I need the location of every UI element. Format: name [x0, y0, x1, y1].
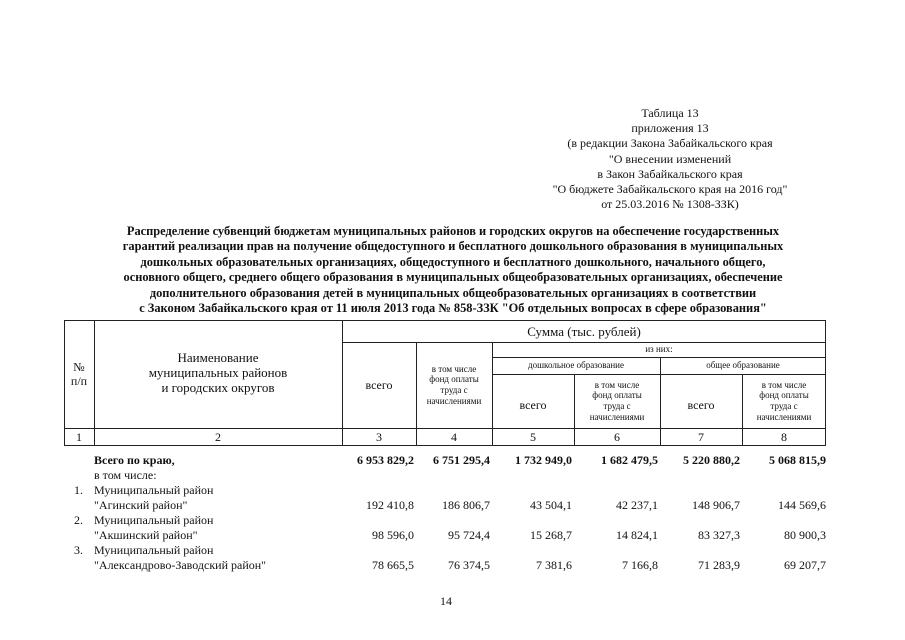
row-name: "Александрово-Заводский район"	[94, 558, 267, 572]
row-index: 2.	[74, 513, 83, 527]
header-general-wage: в том числе фонд оплаты труда с начислениями	[756, 379, 812, 422]
value-cell: 148 906,7	[692, 498, 740, 512]
row-name: Муниципальный район	[94, 543, 214, 557]
table-row-including	[64, 468, 826, 484]
annex-line: "О бюджете Забайкальского края на 2016 год"	[552, 182, 788, 197]
column-number: 6	[614, 429, 620, 444]
value-cell: 5 068 815,9	[769, 453, 826, 467]
table-row	[64, 483, 826, 513]
value-cell: 80 900,3	[784, 528, 826, 542]
table-row	[64, 543, 826, 573]
annex-line: "О внесении изменений	[608, 151, 732, 166]
annex-line: от 25.03.2016 № 1308-ЗЗК)	[601, 197, 739, 212]
header-general: общее образование	[706, 360, 780, 371]
table-row-total	[64, 453, 826, 469]
annex-line: приложения 13	[631, 121, 709, 136]
value-cell: 7 381,6	[536, 558, 572, 572]
table-header	[64, 320, 826, 446]
value-cell: 43 504,1	[530, 498, 572, 512]
value-cell: 98 596,0	[372, 528, 414, 542]
grid-line	[64, 445, 826, 446]
row-name: Всего по краю,	[94, 453, 175, 467]
header-total: всего	[365, 378, 393, 392]
value-cell: 42 237,1	[616, 498, 658, 512]
column-number: 8	[781, 429, 787, 444]
value-cell: 6 953 829,2	[357, 453, 414, 467]
title-line: основного общего, среднего общего образования в муниципальных общеобразовательных организациях, обеспечение	[123, 270, 783, 285]
value-cell: 78 665,5	[372, 558, 414, 572]
value-cell: 192 410,8	[366, 498, 414, 512]
column-number: 7	[698, 429, 704, 444]
row-index: 1.	[74, 483, 83, 497]
title-line: дошкольных образовательных организациях, общедоступного и бесплатного дошкольного, начального общего,	[140, 254, 766, 269]
annex-line: Таблица 13	[641, 106, 699, 120]
row-name: "Акшинский район"	[94, 528, 198, 542]
header-of-them: из них:	[645, 344, 673, 355]
value-cell: 5 220 880,2	[683, 453, 740, 467]
header-preschool-total: всего	[519, 398, 547, 412]
value-cell: 186 806,7	[442, 498, 490, 512]
column-number: 4	[451, 429, 457, 444]
table-row	[64, 513, 826, 543]
page-number: 14	[440, 594, 452, 608]
row-name: Муниципальный район	[94, 513, 214, 527]
value-cell: 15 268,7	[530, 528, 572, 542]
value-cell: 95 724,4	[448, 528, 490, 542]
title-line: Распределение субвенций бюджетам муниципальных районов и городских округов на обеспечение государственных	[126, 224, 780, 238]
value-cell: 14 824,1	[616, 528, 658, 542]
title-line: гарантий реализации прав на получение общедоступного и бесплатного дошкольного образования в муниципальных	[122, 239, 784, 254]
value-cell: 71 283,9	[698, 558, 740, 572]
value-cell: 1 732 949,0	[515, 453, 572, 467]
value-cell: 1 682 479,5	[601, 453, 658, 467]
value-cell: 144 569,6	[778, 498, 826, 512]
value-cell: 69 207,7	[784, 558, 826, 572]
document-title	[58, 224, 848, 316]
title-line: дополнительного образования детей в муниципальных общеобразовательных организациях в соответствии	[149, 285, 757, 300]
header-wage: в том числе фонд оплаты труда с начислениями	[426, 363, 482, 406]
header-preschool-wage: в том числе фонд оплаты труда с начислениями	[589, 379, 645, 422]
row-name: "Агинский район"	[94, 498, 188, 512]
annex-line: (в редакции Закона Забайкальского края	[567, 136, 773, 151]
header-general-total: всего	[687, 398, 715, 412]
value-cell: 7 166,8	[622, 558, 658, 572]
value-cell: 76 374,5	[448, 558, 490, 572]
column-number: 1	[76, 429, 82, 444]
header-sum: Сумма (тыс. рублей)	[527, 323, 641, 339]
row-name: в том числе:	[94, 468, 157, 482]
header-name: Наименование муниципальных районов и городских округов	[148, 350, 288, 395]
annex-header	[520, 106, 820, 212]
title-line: с Законом Забайкальского края от 11 июля 2013 года № 858-ЗЗК "Об отдельных вопросах в сфере образования"	[139, 301, 767, 316]
header-preschool: дошкольное образование	[528, 360, 624, 371]
column-number: 3	[376, 429, 382, 444]
header-number: № п/п	[70, 360, 88, 388]
value-cell: 6 751 295,4	[433, 453, 490, 467]
row-name: Муниципальный район	[94, 483, 214, 497]
value-cell: 83 327,3	[698, 528, 740, 542]
column-number: 2	[215, 429, 221, 444]
column-number: 5	[530, 429, 536, 444]
row-index: 3.	[74, 543, 83, 557]
annex-line: в Закон Забайкальского края	[597, 166, 743, 181]
